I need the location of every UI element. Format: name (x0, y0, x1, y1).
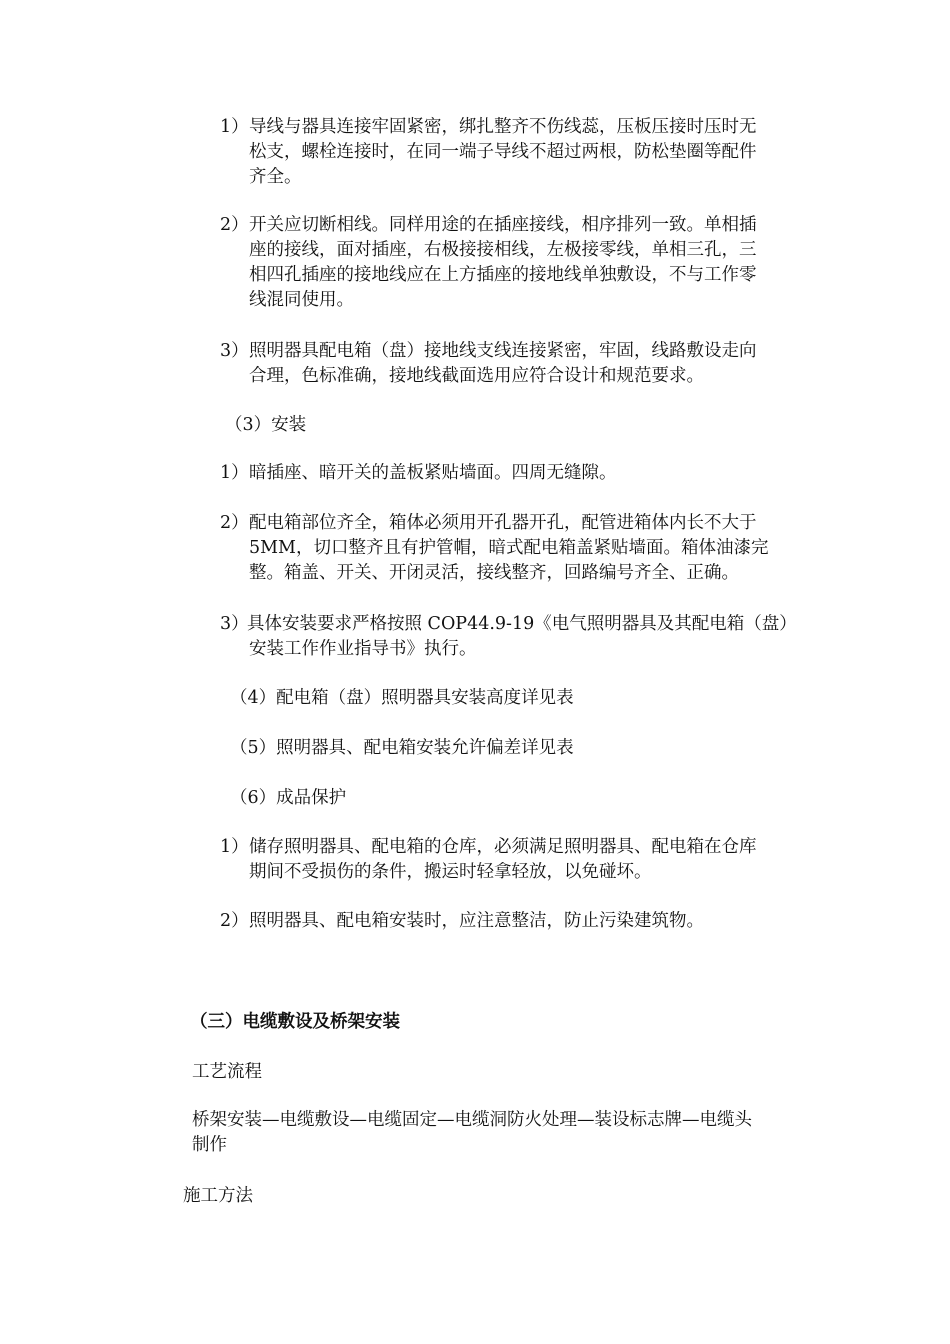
item-number: 3） (220, 341, 249, 361)
section-title-heights: （4）配电箱（盘）照明器具安装高度详见表 (230, 688, 574, 708)
item-line: 齐全。 (249, 167, 302, 187)
process-flow-line: 桥架安装—电缆敷设—电缆固定—电缆洞防火处理—装设标志牌—电缆头 (192, 1110, 752, 1130)
item-line: 整。箱盖、开关、开闭灵活，接线整齐，回路编号齐全、正确。 (249, 563, 739, 583)
item-line: 松支，螺栓连接时，在同一端子导线不超过两根，防松垫圈等配件 (249, 142, 757, 162)
item-line: 储存照明器具、配电箱的仓库，必须满足照明器具、配电箱在仓库 (249, 837, 757, 857)
section-title-install: （3）安装 (225, 415, 307, 435)
wiring-item-1 (220, 115, 757, 190)
process-flow (192, 1108, 752, 1158)
item-line: 开关应切断相线。同样用途的在插座接线，相序排列一致。单相插 (249, 215, 757, 235)
item-line: 相四孔插座的接地线应在上方插座的接地线单独敷设，不与工作零 (249, 265, 757, 285)
process-label: 工艺流程 (192, 1062, 262, 1082)
item-line: 线混同使用。 (249, 290, 354, 310)
item-number: 3） (220, 614, 249, 634)
item-number: 2） (220, 911, 249, 931)
install-item-3 (220, 612, 797, 662)
item-number: 2） (220, 215, 249, 235)
process-flow-line: 制作 (192, 1135, 227, 1155)
item-number: 1） (220, 837, 249, 857)
item-line: 期间不受损伤的条件，搬运时轻拿轻放，以免碰坏。 (249, 862, 652, 882)
install-item-2 (220, 511, 768, 586)
item-number: 1） (220, 117, 249, 137)
item-line: 安装工作作业指导书》执行。 (249, 639, 477, 659)
wiring-item-2 (220, 213, 757, 313)
cable-section-heading: （三）电缆敷设及桥架安装 (190, 1012, 400, 1032)
item-line: 照明器具、配电箱安装时，应注意整洁，防止污染建筑物。 (249, 911, 704, 931)
item-line: 暗插座、暗开关的盖板紧贴墙面。四周无缝隙。 (249, 463, 617, 483)
item-line: 5MM，切口整齐且有护管帽，暗式配电箱盖紧贴墙面。箱体油漆完 (249, 538, 769, 558)
wiring-item-3 (220, 339, 757, 389)
item-line: 配电箱部位齐全，箱体必须用开孔器开孔，配管进箱体内长不大于 (249, 513, 757, 533)
item-line: 具体安装要求严格按照 COP44.9-19《电气照明器具及其配电箱（盘） (247, 614, 797, 634)
protect-item-2 (220, 909, 704, 934)
method-label: 施工方法 (183, 1186, 253, 1206)
item-line: 合理，色标准确，接地线截面选用应符合设计和规范要求。 (249, 366, 704, 386)
section-title-tolerance: （5）照明器具、配电箱安装允许偏差详见表 (230, 738, 574, 758)
item-line: 照明器具配电箱（盘）接地线支线连接紧密，牢固，线路敷设走向 (249, 341, 757, 361)
item-line: 座的接线，面对插座，右极接接相线，左极接零线，单相三孔，三 (249, 240, 757, 260)
item-number: 1） (220, 463, 249, 483)
section-title-protection: （6）成品保护 (230, 788, 347, 808)
install-item-1 (220, 461, 617, 486)
item-number: 2） (220, 513, 249, 533)
protect-item-1 (220, 835, 757, 885)
item-line: 导线与器具连接牢固紧密，绑扎整齐不伤线蕊，压板压接时压时无 (249, 117, 757, 137)
